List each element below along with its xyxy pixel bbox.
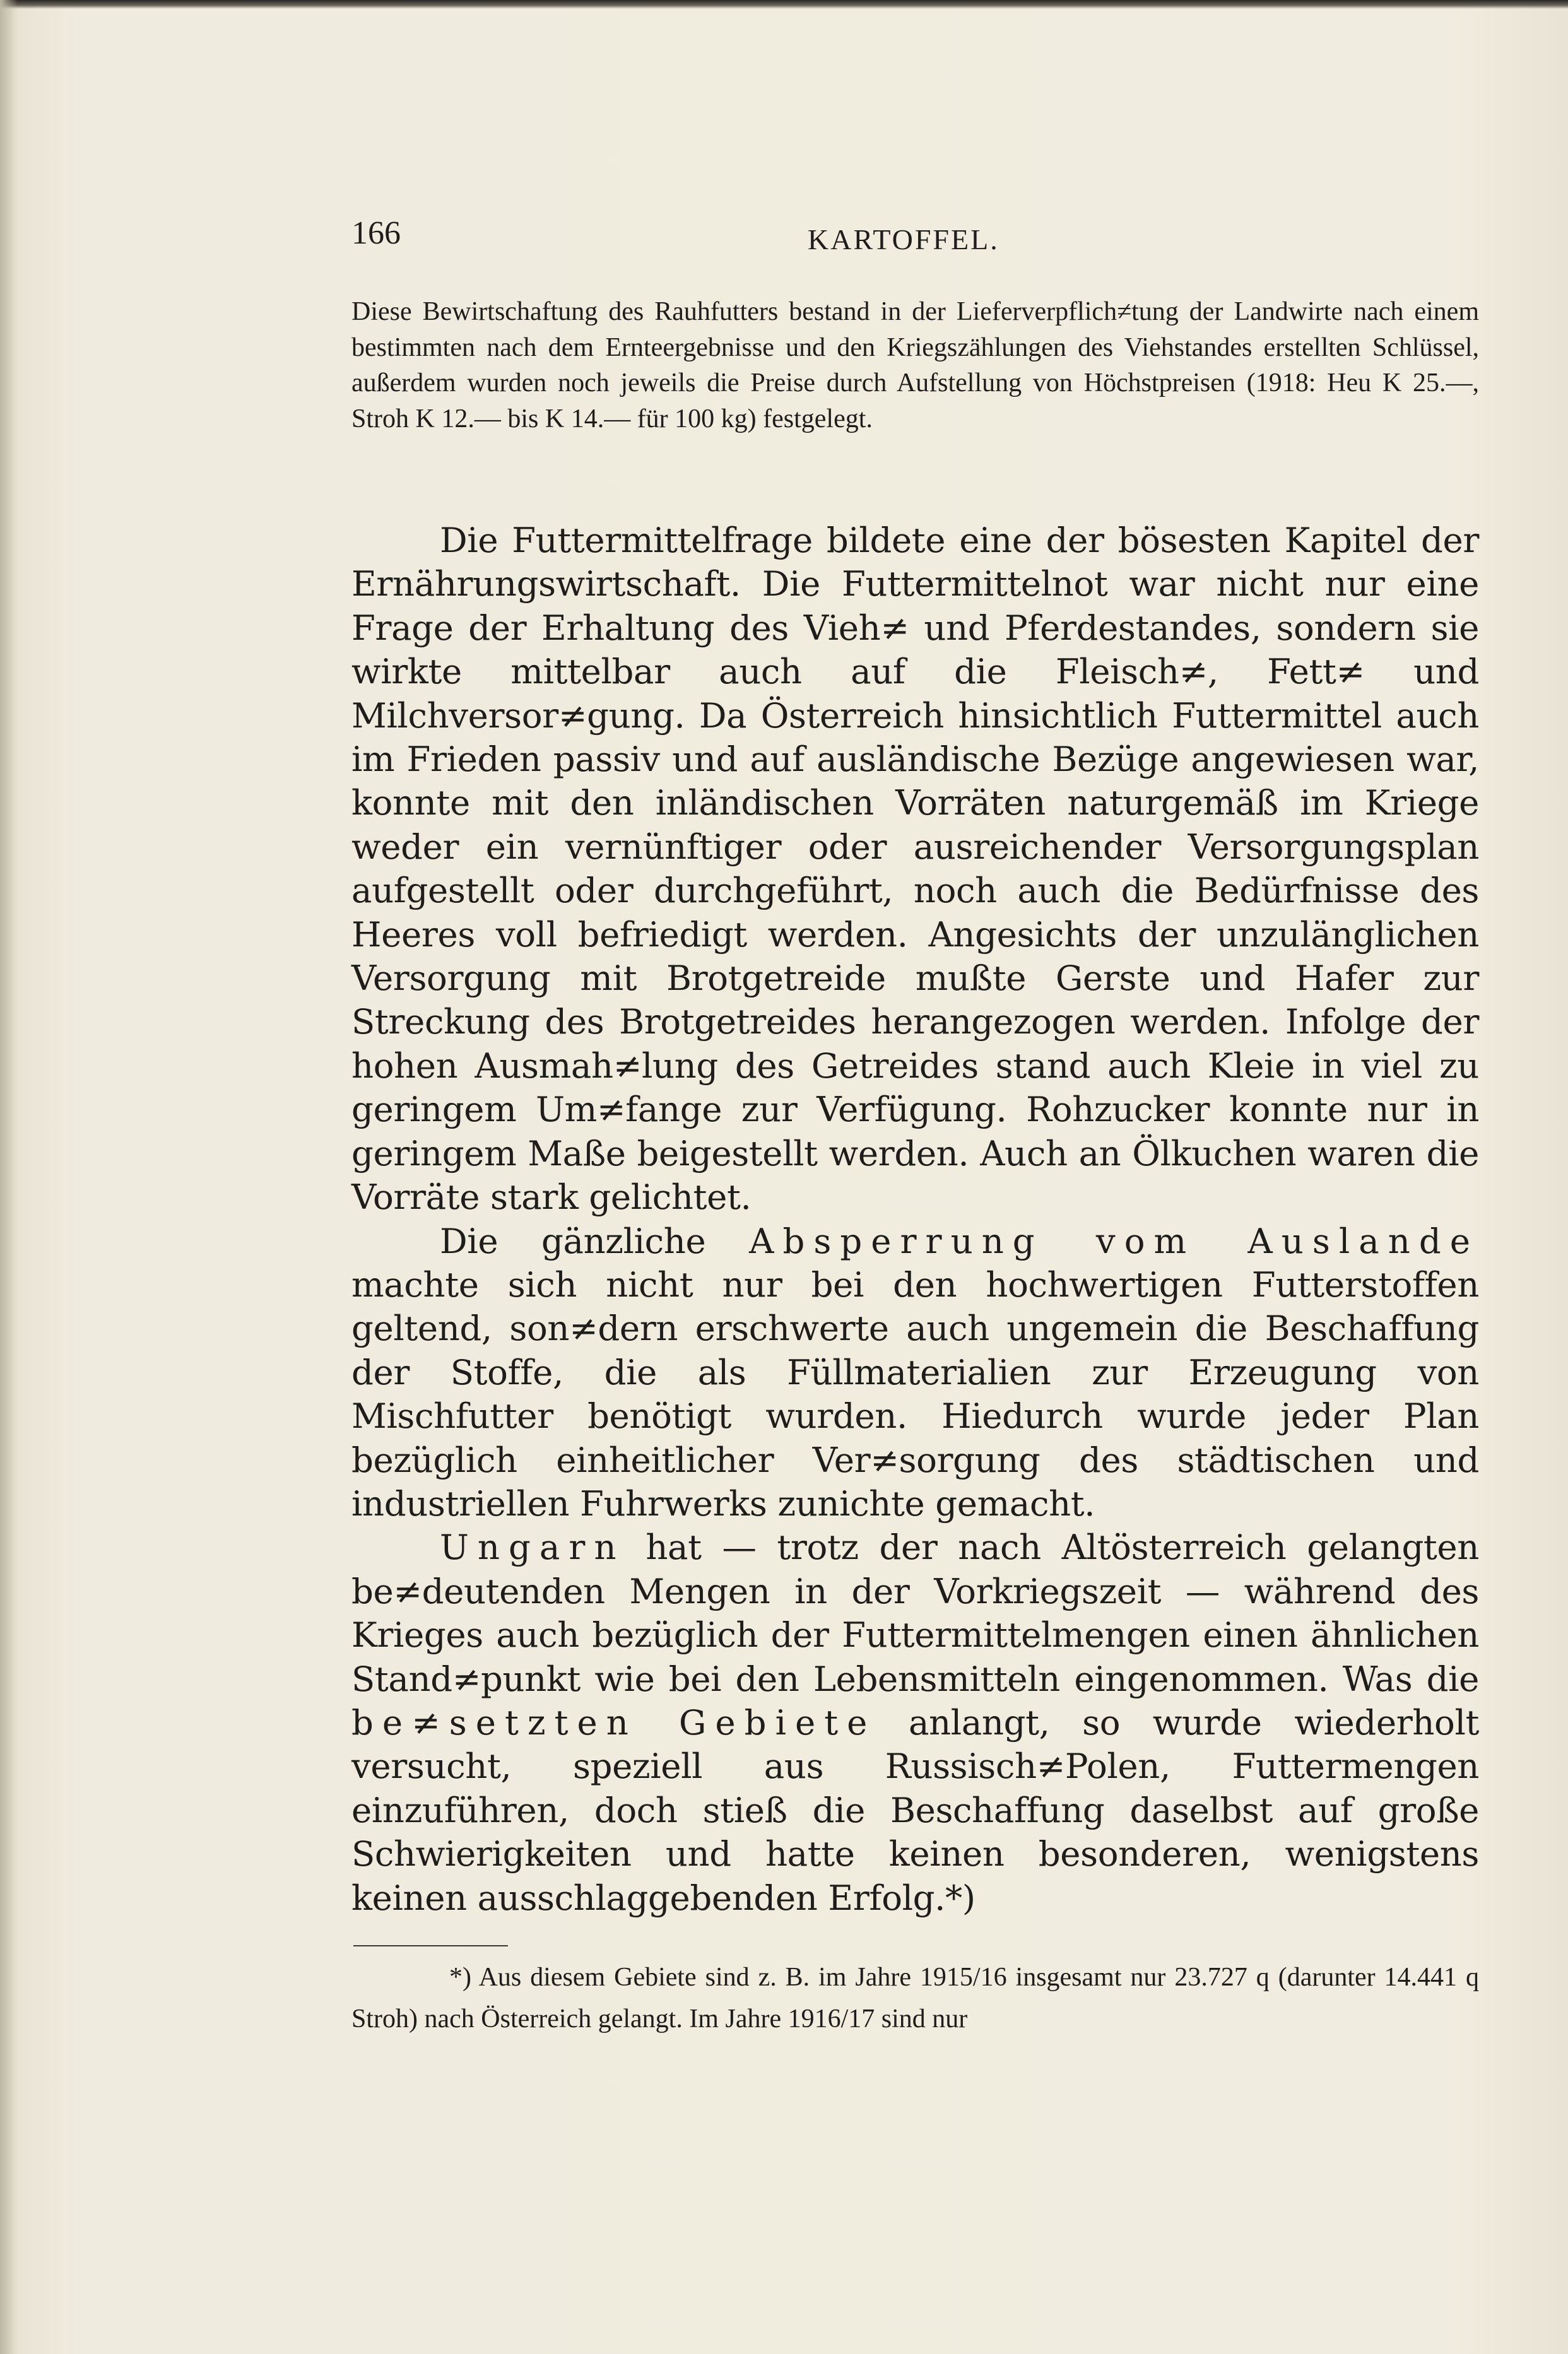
page-gutter-shadow — [0, 0, 18, 2354]
footnote-divider — [353, 1945, 508, 1946]
small-print-paragraph: Diese Bewirtschaftung des Rauhfutters bestand in der Lieferverpflich≠tung der Landwirte nach einem bestimmten nach dem Ernteergebnisse und den Kriegszählungen des Viehstandes erstellten Schlüssel, außerdem wurden noch jeweils die Preise durch Aufstellung von Höchstpreisen (1918: Heu K 25.—, Stroh K 12.— bis K 14.— für 100 kg) festgelegt. — [351, 297, 1479, 433]
page-number: 166 — [351, 215, 401, 251]
paragraph-text: machte sich nicht nur bei den hochwertigen Futterstoffen geltend, son≠dern erschwerte auch ungemein die Beschaffung der Stoffe, die als Füllmaterialien zur Erzeugung von Mischfutter benötigt wurden. Hiedurch wurde jeder Plan bezüglich einheitlicher Ver≠sorgung des städtischen und industriellen Fuhrwerks zunichte gemacht. — [351, 1264, 1479, 1524]
main-text — [351, 519, 1479, 1920]
page-top-edge — [0, 0, 1568, 9]
paragraph-text: anlangt, so wurde wiederholt versucht, speziell aus Russisch≠Polen, Futtermengen einzuführen, doch stieß die Beschaffung daselbst auf große Schwierigkeiten und hatte keinen besonderen, wenigstens keinen ausschlaggebenden Erfolg.*) — [351, 1702, 1479, 1918]
emphasized-text: Absperrung vom Auslande — [749, 1220, 1479, 1261]
paragraph-text: Die gänzliche — [440, 1220, 750, 1261]
paragraph-futtermittelfrage: Die Futtermittelfrage bildete eine der bösesten Kapitel der Ernährungswirtschaft. Die Futtermittelnot war nicht nur eine Frage der Erhaltung des Vieh≠ und Pferdestandes, sondern sie wirkte mittelbar auch auf die Fleisch≠, Fett≠ und Milchversor≠gung. Da Österreich hinsichtlich Futtermittel auch im Frieden passiv und auf ausländische Bezüge angewiesen war, konnte mit den inländischen Vorräten naturgemäß im Kriege weder ein vernünftiger oder ausreichender Versorgungsplan aufgestellt oder durchgeführt, noch auch die Bedürfnisse des Heeres voll befriedigt werden. Angesichts der unzulänglichen Versorgung mit Brotgetreide mußte Gerste und Hafer zur Streckung des Brotgetreides herangezogen werden. Infolge der hohen Ausmah≠lung des Getreides stand auch Kleie in viel zu geringem Um≠fange zur Verfügung. Rohzucker konnte nur in geringem Maße beigestellt werden. Auch an Ölkuchen waren die Vorräte stark gelichtet. — [351, 520, 1479, 1218]
running-head: KARTOFFEL. — [808, 223, 999, 256]
paragraph-text: hat — trotz der nach Altösterreich gelangten be≠deutenden Mengen in der Vorkriegszeit — während des Krieges auch bezüglich der Futtermittelmengen einen ähnlichen Stand≠punkt wie bei den Lebensmitteln eingenommen. Was die — [351, 1527, 1479, 1699]
page-header — [351, 215, 1487, 265]
footnote: *) Aus diesem Gebiete sind z. B. im Jahre 1915/16 insgesamt nur 23.727 q (darunter 14.441 q Stroh) nach Österreich gelangt. Im Jahre 1916/17 sind nur — [351, 1963, 1479, 2033]
emphasized-text: Ungarn — [440, 1527, 625, 1568]
paragraph-ungarn — [351, 1526, 1479, 1920]
emphasized-text: be≠setzten Gebiete — [351, 1702, 876, 1743]
paragraph-absperrung — [351, 1220, 1479, 1526]
